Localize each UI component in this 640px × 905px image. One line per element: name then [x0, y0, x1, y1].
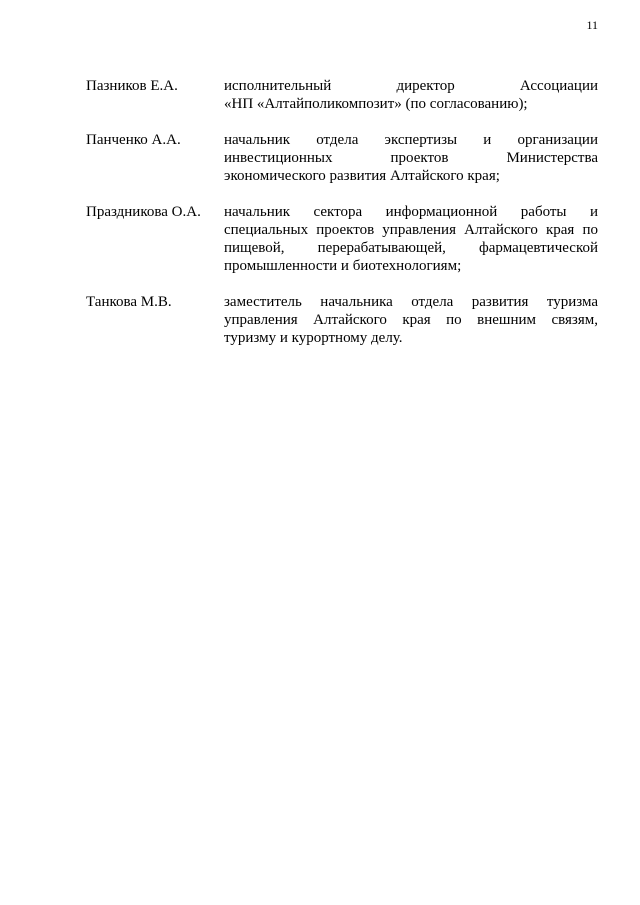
page-number: 11: [586, 18, 598, 32]
list-item: [86, 131, 598, 185]
member-name: Танкова М.В.: [86, 294, 172, 310]
position-line: управления Алтайского края по внешним связям,: [224, 312, 598, 328]
member-position: [224, 131, 598, 185]
position-line: специальных проектов управления Алтайского края по: [224, 222, 598, 238]
position-line: начальник сектора информационной работы и: [224, 204, 598, 220]
member-name: Пазников Е.А.: [86, 78, 178, 94]
member-position: [224, 77, 598, 113]
position-line: «НП «Алтайполикомпозит» (по согласованию);: [224, 96, 528, 112]
position-line: пищевой, перерабатывающей, фармацевтической: [224, 240, 598, 256]
member-name: Панченко А.А.: [86, 132, 181, 148]
member-position: [224, 203, 598, 275]
member-position: [224, 293, 598, 347]
member-name: Праздникова О.А.: [86, 204, 201, 220]
position-line: исполнительный директор Ассоциации: [224, 78, 598, 94]
list-item: [86, 77, 598, 113]
position-line: начальник отдела экспертизы и организации: [224, 132, 598, 148]
position-line: промышленности и биотехнологиям;: [224, 258, 462, 274]
position-line: экономического развития Алтайского края;: [224, 168, 500, 184]
members-list: [86, 77, 598, 365]
position-line: инвестиционных проектов Министерства: [224, 150, 598, 166]
list-item: [86, 203, 598, 275]
list-item: [86, 293, 598, 347]
position-line: заместитель начальника отдела развития туризма: [224, 294, 598, 310]
position-line: туризму и курортному делу.: [224, 330, 403, 346]
